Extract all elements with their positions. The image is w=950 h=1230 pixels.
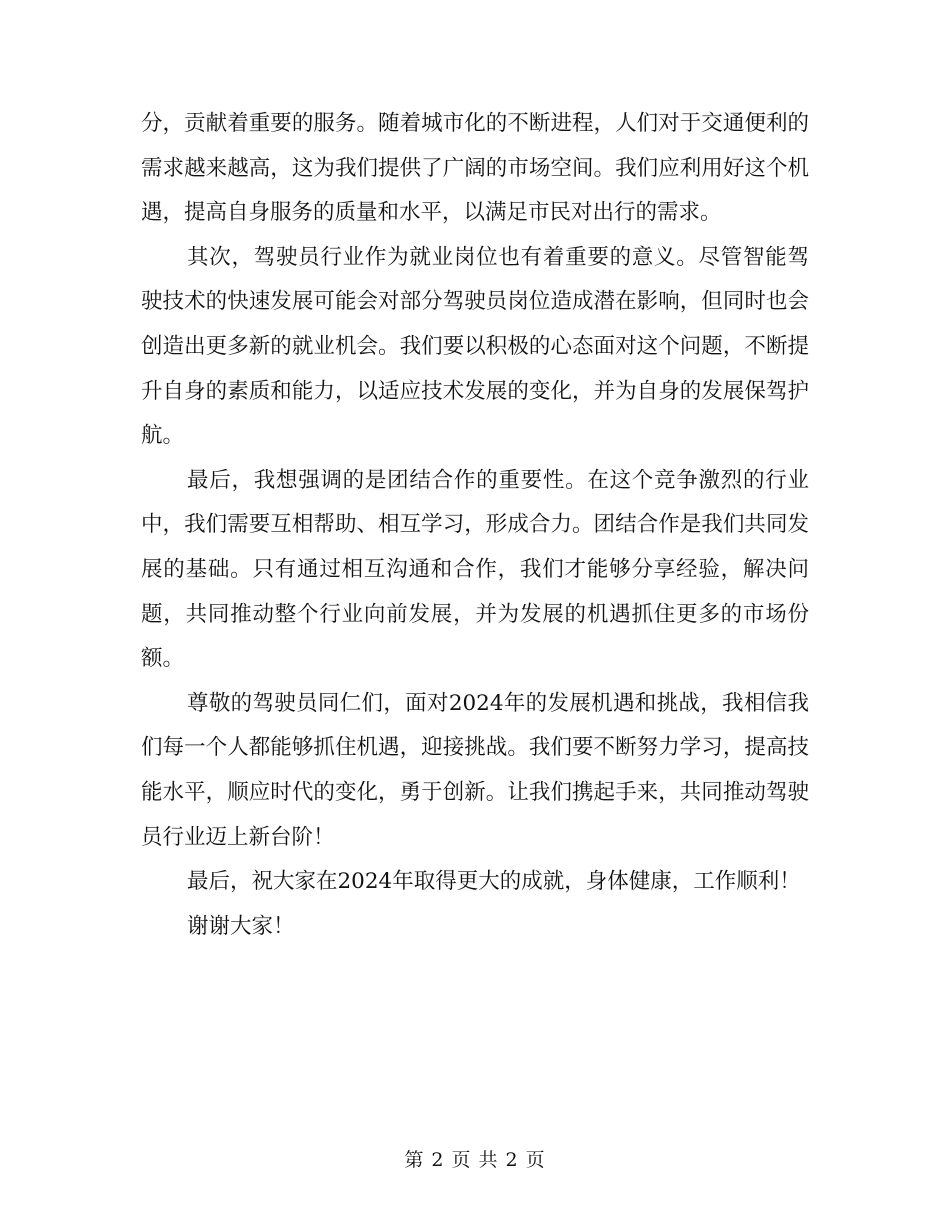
paragraph-employment: 其次，驾驶员行业作为就业岗位也有着重要的意义。尽管智能驾驶技术的快速发展可能会对部分驾驶员岗位造成潜在影响，但同时也会创造出更多新的就业机会。我们要以积极的心态面对这个问题，不断提升自身的素质和能力，以适应技术发展的变化，并为自身的发展保驾护航。	[141, 244, 809, 449]
paragraph-cooperation: 最后，我想强调的是团结合作的重要性。在这个竞争激烈的行业中，我们需要互相帮助、相互学习，形成合力。团结合作是我们共同发展的基础。只有通过相互沟通和合作，我们才能够分享经验，解决问题，共同推动整个行业向前发展，并为发展的机遇抓住更多的市场份额。	[141, 467, 809, 672]
page-number-footer: 第 2 页 共 2 页	[404, 1149, 546, 1171]
paragraph-thanks: 谢谢大家！	[187, 913, 295, 939]
paragraph-call-to-action: 尊敬的驾驶员同仁们，面对2024年的发展机遇和挑战，我相信我们每一个人都能够抓住机遇，迎接挑战。我们要不断努力学习，提高技能水平，顺应时代的变化，勇于创新。让我们携起手来，共同推动驾驶员行业迈上新台阶！	[141, 690, 809, 850]
document-body	[141, 102, 809, 949]
paragraph-wishes: 最后，祝大家在2024年取得更大的成就，身体健康，工作顺利！	[187, 869, 801, 895]
paragraph-continuation: 分，贡献着重要的服务。随着城市化的不断进程，人们对于交通便利的需求越来越高，这为我们提供了广阔的市场空间。我们应利用好这个机遇，提高自身服务的质量和水平，以满足市民对出行的需求。	[141, 111, 809, 226]
